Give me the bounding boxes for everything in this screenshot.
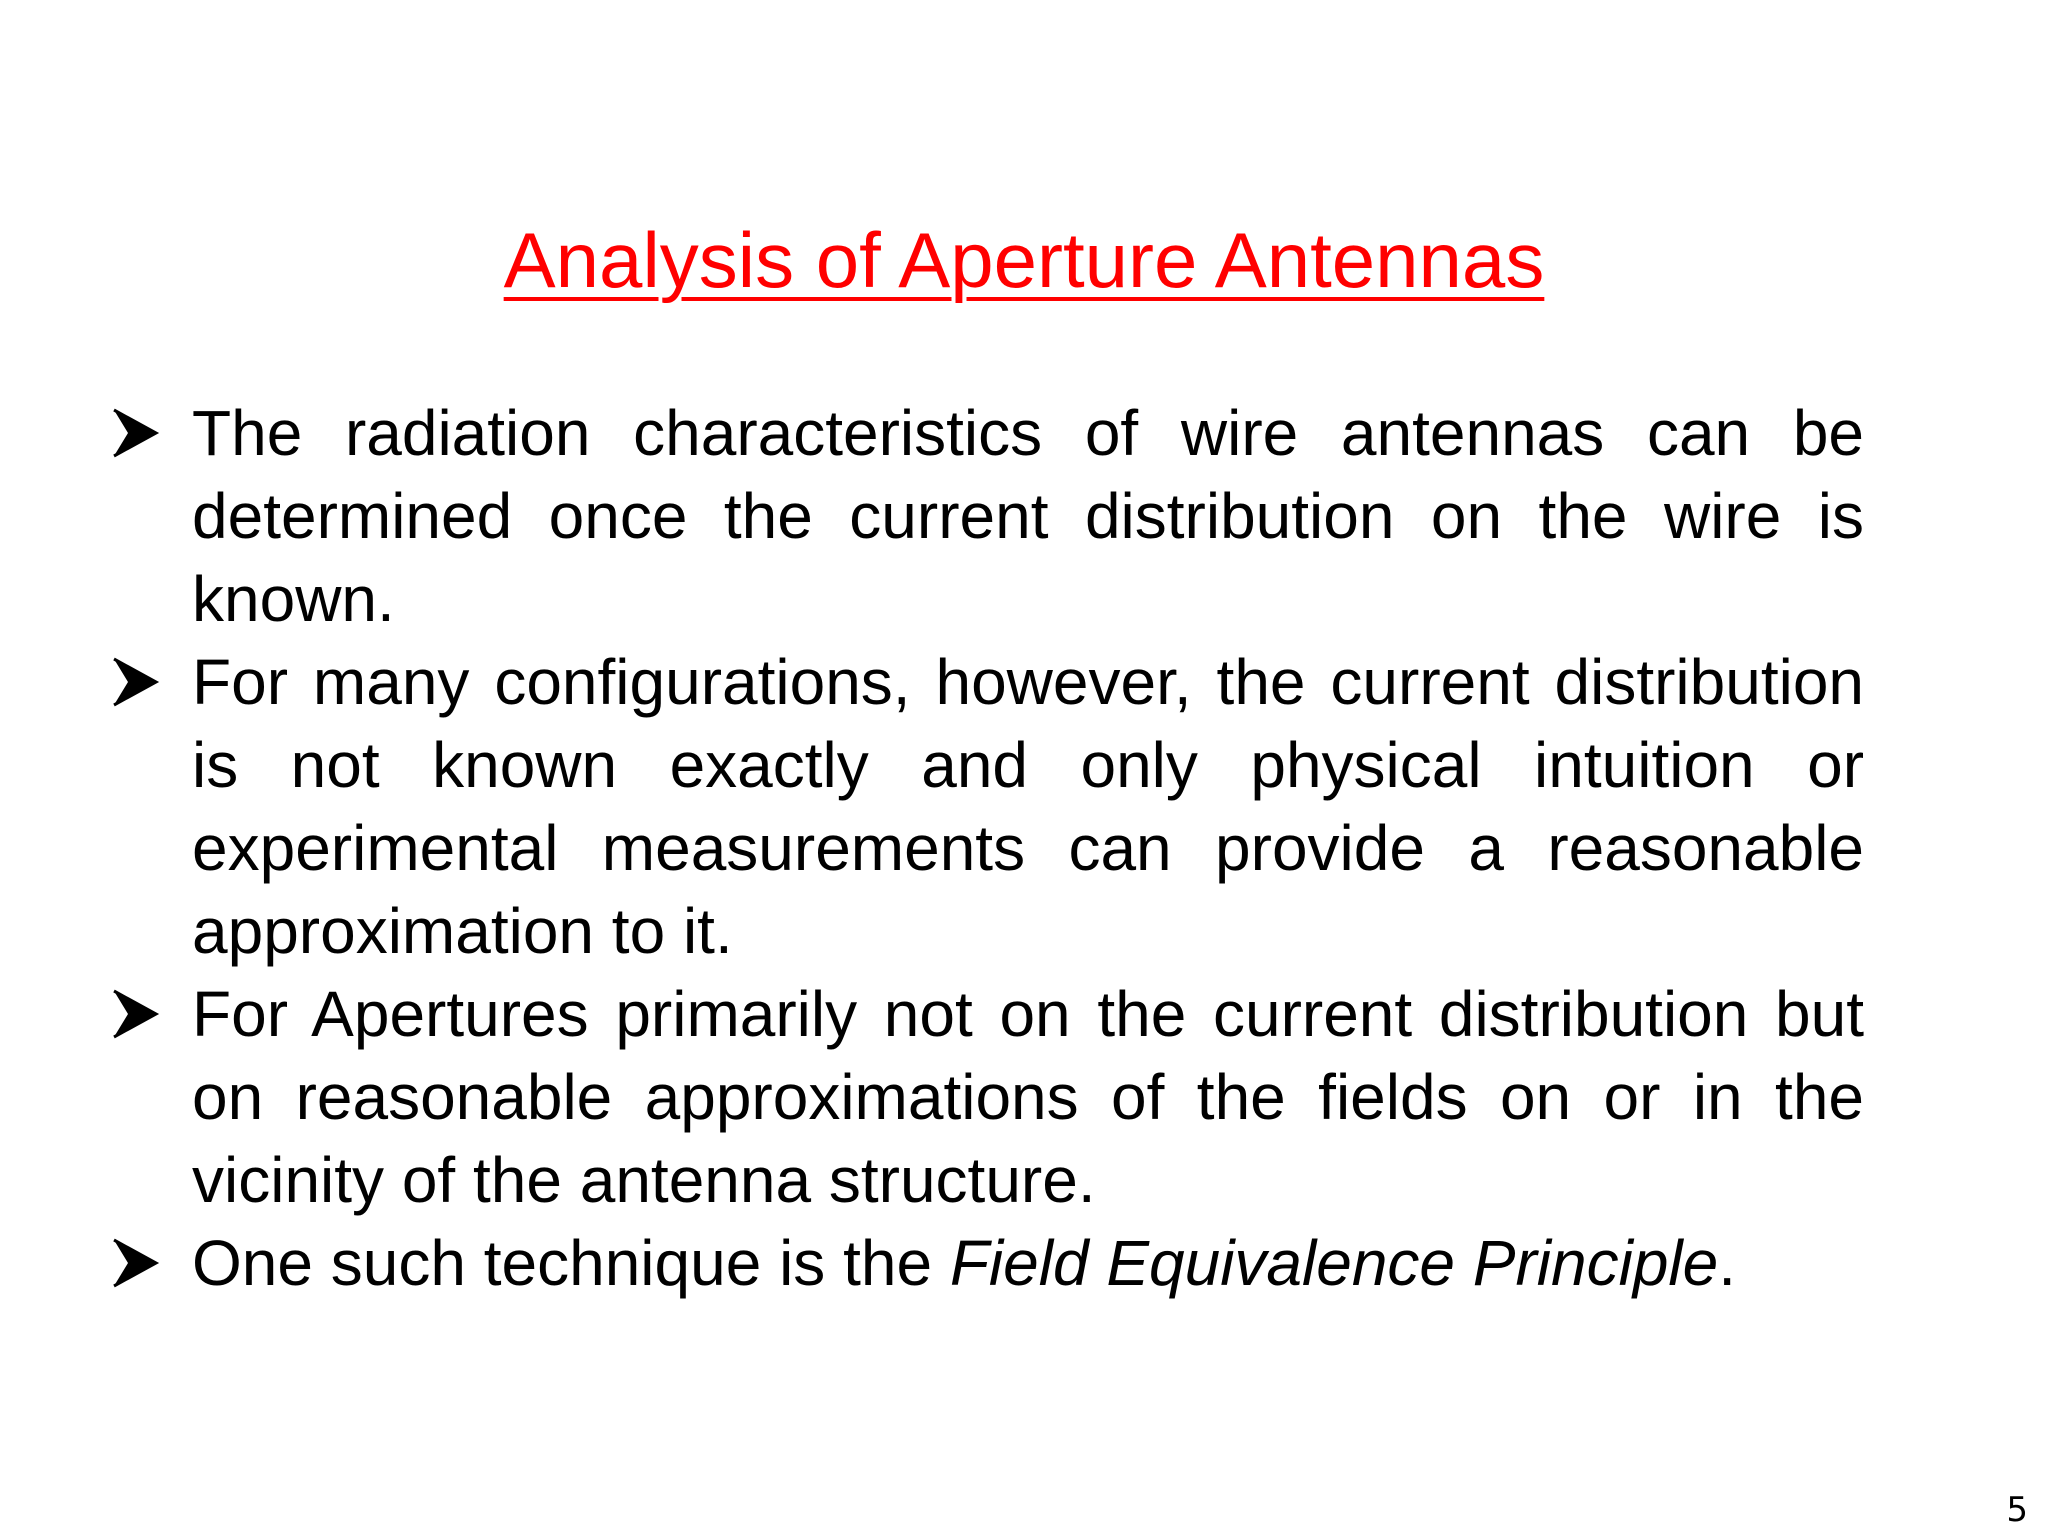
bullet-item [112,1222,1864,1305]
bullet-item [112,973,1864,1222]
arrowhead-bullet-icon [112,1230,162,1296]
arrowhead-bullet-icon [112,400,162,466]
bullet-text: For many configurations, however, the current distribution is not known exactly and only physical intuition or experimental measurements can provide a reasonable approximation to it. [192,646,1864,967]
slide-title [0,212,2048,308]
bullet-text-emphasis: Field Equivalence Principle [949,1227,1719,1299]
bullet-text-period: . [1718,1227,1736,1299]
arrowhead-bullet-icon [112,649,162,715]
arrowhead-bullet-icon [112,981,162,1047]
bullet-text: For Apertures primarily not on the current distribution but on reasonable approximations of the fields on or in the vicinity of the antenna structure. [192,978,1864,1216]
bullet-item [112,392,1864,641]
bullet-text: The radiation characteristics of wire antennas can be determined once the current distribution on the wire is known. [192,397,1864,635]
bullet-text-plain: One such technique is the [192,1227,950,1299]
bullet-list [112,392,1864,1305]
page-number: 5 [2006,1490,2028,1530]
slide-title-text: Analysis of Aperture Antennas [503,216,1545,304]
bullet-item [112,641,1864,973]
